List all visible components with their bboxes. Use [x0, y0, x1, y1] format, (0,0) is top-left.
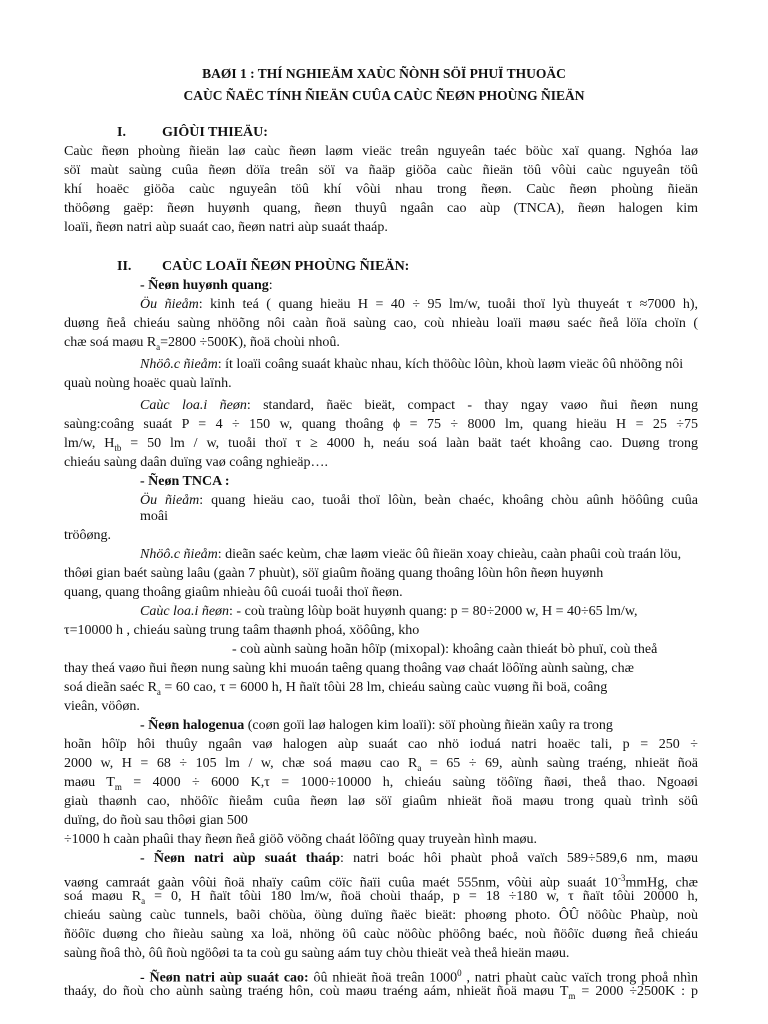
hq-advantages-line-3	[64, 334, 340, 356]
natri-high-heading: - Ñeøn natri aùp suaát cao:	[140, 970, 309, 986]
section-2-number: II.	[117, 259, 132, 274]
section-1-line-3: khí hoaëc giöõa caùc nguyeân töû khí vôùi nhau trong ñeøn. Caùc ñeøn phoùng ñieän	[64, 182, 698, 197]
hq-types-text-3b: = 50 lm / w, tuoåi thoï τ ≥ 4000 h, neáu soá laàn baät taét khoâng cao. Duøng trong	[121, 436, 698, 451]
tnca-subscript-a: a	[156, 686, 161, 697]
hq-disadvantages-label: Nhöô.c ñieåm	[140, 357, 218, 372]
hq-types-line-2: saùng:coâng suaát P = 4 ÷ 150 w, quang thoâng ϕ = 75 ÷ 8000 lm, quang hieäu H = 25 ÷75	[64, 417, 698, 432]
hq-heading-colon: :	[268, 278, 273, 293]
tnca-types-line-5	[64, 679, 607, 701]
halogen-line-2: hoãn hôïp hôi thuûy ngaân vaø halogen aùp suaát cao nhö ioduá natri hoaëc tali, p = 250 ÷	[64, 737, 698, 752]
tnca-disadvantages-line-3: quang, quang thoâng giaûm nhieàu ôû cuoái tuoåi thoï ñeøn.	[64, 585, 403, 600]
hq-advantages-text-3b: =2800 ÷500K), ñoä choùi nhoû.	[160, 335, 340, 350]
natri-low-line-5: ñöôïc duøng cho ñieàu saùng xa loä, nhöng öû caùc nöôùc phöông baéc, noù ñöôïc duøng ñeå chieáu	[64, 927, 698, 942]
natri-high-line-2	[64, 983, 698, 1005]
tnca-advantages-line-1	[140, 492, 698, 510]
section-1-heading: GIÔÙI THIEÄU:	[162, 125, 268, 140]
tnca-types-text-5b: = 60 cao, τ = 6000 h, H ñaït tôùi 28 lm, chieáu saùng caùc vuøng ñi boä, coâng	[160, 680, 608, 695]
tnca-types-text-5a: soá dieãn saéc R	[64, 680, 157, 695]
natri-low-heading: - Ñeøn natri aùp suaát thaáp	[140, 851, 341, 866]
section-1-number: I.	[117, 125, 126, 140]
tnca-advantages-label: Öu ñieåm	[140, 493, 200, 508]
halogen-text-4b: = 4000 ÷ 6000 K,τ = 1000÷10000 h, chieáu saùng töôïng ñaøi, theå thao. Ngoaøi	[121, 775, 698, 790]
tnca-types-line-6: vieân, vöôøn.	[64, 699, 140, 714]
natri-high-text-1a: ôû nhieät ñoä treân 1000	[308, 970, 458, 986]
hq-advantages-line-1	[140, 296, 698, 314]
section-2-heading: CAÙC LOAÏI ÑEØN PHOÙNG ÑIEÄN:	[162, 259, 410, 274]
tnca-advantages-line-2: moâi	[140, 509, 168, 524]
tnca-types-line-1	[140, 603, 638, 621]
halogen-line-6: duïng, do ñoù sau thôøi gian 500	[64, 813, 248, 828]
hq-types-line-1	[140, 397, 698, 415]
tnca-advantages-text: : quang hieäu cao, tuoåi thoï lôùn, beàn chaéc, khoâng chòu aûnh höôûng cuûa	[199, 493, 698, 508]
hq-disadvantages-text: : ít loaïi coâng suaát khaùc nhau, kích thöôùc lôùn, khoù laøm vieäc ôû nhöõng nôi	[217, 357, 684, 372]
natri-low-text-2b: mmHg, chæ	[625, 875, 698, 891]
hq-advantages-text: : kinh teá ( quang hieäu H = 40 ÷ 95 lm/w, tuoåi thoï lyù thuyeát τ ≈7000 h),	[198, 297, 698, 312]
natri-low-text-3b: = 0, H ñaït tôùi 180 lm/w, ñoä choùi thaáp, p = 18 ÷180 w, τ ñaït tôùi 20000 h,	[145, 889, 699, 904]
hq-subscript-a: a	[156, 341, 161, 352]
hq-types-text-3a: lm/w, H	[64, 436, 115, 451]
natri-low-line-4: chieáu saùng caùc tunnels, baõi chöùa, öùng duïng ñaëc bieät: phoøng photo. ÔÛ nöôùc Phaùp, noù	[64, 908, 698, 923]
hq-types-text: : standard, ñaëc bieät, compact - thay ngay vaøo ñui ñeøn nung	[246, 398, 698, 413]
tnca-advantages-line-3: tröôøng.	[64, 528, 112, 543]
natri-low-line-6: saùng ñoâ thò, ôû ñoù ngöôøi ta ta coù gu saùng aám tuy chòu thieät veà theå hieän maøu.	[64, 946, 570, 961]
natri-low-subscript-a: a	[141, 895, 146, 906]
hq-heading: - Ñeøn huyønh quang	[140, 278, 269, 293]
natri-high-subscript-m: m	[568, 990, 576, 1001]
tnca-types-text: : - coù traùng lôùp boät huyønh quang: p = 80÷2000 w, H = 40÷65 lm/w,	[229, 604, 638, 619]
tnca-types-line-2: τ=10000 h , chieáu saùng trung taâm thaønh phoá, xöôûng, kho	[64, 623, 420, 638]
section-1-line-4: thöôøng gaëp: ñeøn huyønh quang, ñeøn thuyû ngaân cao aùp (TNCA), ñeøn halogen kim	[64, 201, 698, 216]
halogen-subscript-a: a	[417, 762, 422, 773]
tnca-types-label: Caùc loa.i ñeøn	[140, 604, 230, 619]
section-1-line-2: söï maùt saùng cuûa ñeøn döïa treân söï va ñaäp giöõa caùc ñieän töû vôùi caùc nguyeân töû	[64, 163, 698, 178]
halogen-line-7: ÷1000 h caàn phaûi thay ñeøn ñeå giöõ vöõng chaát löôïng quay truyeàn hình maøu.	[64, 832, 538, 847]
tnca-heading: - Ñeøn TNCA :	[140, 474, 230, 489]
hq-heading-line	[140, 277, 273, 295]
page-title-line-1: BAØI 1 : THÍ NGHIEÄM XAÙC ÑÒNH SÖÏ PHUÏ THUOÄC	[202, 66, 566, 81]
hq-advantages-line-2: duøng ñeå chieáu saùng nhöõng nôi caàn ñoä saùng cao, coù nhieàu loaïi maøu saéc ñeå löïa choïn (	[64, 316, 698, 331]
tnca-disadvantages-label: Nhöô.c ñieåm	[140, 547, 218, 562]
halogen-text-3a: 2000 w, H = 68 ÷ 105 lm / w, chæ soá maøu cao R	[64, 756, 418, 771]
natri-low-line-1	[140, 850, 698, 868]
tnca-types-line-3: - coù aùnh saùng hoãn hôïp (mixopal): khoâng caàn thieát bò phuï, coù theå	[232, 642, 658, 657]
tnca-disadvantages-line-2: thôøi gian baét saùng laâu (gaàn 7 phuùt), söï giaûm ñoäng quang thoâng lôùn hôn ñeøn huyønh	[64, 566, 604, 581]
hq-types-line-4: chieáu saùng daân duïng vaø coâng nghieäp….	[64, 455, 328, 470]
page-title-line-2: CAÙC ÑAËC TÍNH ÑIEÄN CUÛA CAÙC ÑEØN PHOÙNG ÑIEÄN	[183, 88, 585, 103]
halogen-text-3b: = 65 ÷ 69, aùnh saùng traéng, nhieät ñoä	[421, 756, 699, 771]
hq-subscript-tb: tb	[114, 442, 122, 453]
hq-disadvantages-line-1	[140, 356, 683, 374]
natri-high-text-1b: , natri phaùt caùc vaïch trong phoå nhìn	[461, 970, 699, 986]
natri-high-superscript: 0	[457, 968, 462, 978]
hq-types-label: Caùc loa.i ñeøn	[140, 398, 247, 413]
natri-low-text-1: : natri boác hôi phaùt phoå vaïch 589÷589,6 nm, maøu	[340, 851, 698, 866]
halogen-heading: - Ñeøn halogenua	[140, 718, 245, 733]
natri-low-text-2a: vaøng camraát gaàn vôùi ñoä nhaïy caûm cöïc ñaïi cuûa maét 555nm, vôùi aùp suaát 10	[64, 875, 618, 891]
tnca-types-line-4: thay theá vaøo ñui ñeøn nung saùng khi muoán taêng quang thoâng vaø chaát löôïng aùnh saùng, chæ	[64, 661, 634, 676]
tnca-disadvantages-line-1	[140, 546, 681, 564]
section-1-line-5: loaïi, ñeøn natri aùp suaát cao, ñeøn natri aùp suaát thaáp.	[64, 220, 388, 235]
halogen-subscript-m: m	[114, 781, 122, 792]
natri-low-superscript: -3	[617, 873, 626, 883]
natri-high-text-2b: = 2000 ÷2500K : p	[575, 984, 698, 999]
natri-low-text-3a: soá maøu R	[64, 889, 142, 904]
halogen-text-4a: maøu T	[64, 775, 115, 790]
halogen-line-5: giaù thaønh cao, nhöôïc ñieåm cuûa ñeøn laø söï giaûm nhieät ñoä maøu trong quaù trình söû	[64, 794, 698, 809]
tnca-disadvantages-text: : dieãn saéc keùm, chæ laøm vieäc ôû ñieän xoay chieàu, caàn phaûi coù traán löu,	[217, 547, 682, 562]
section-1-line-1: Caùc ñeøn phoùng ñieän laø caùc ñeøn laøm vieäc treân nguyeân taéc böùc xaï quang. Nghóa laø	[64, 144, 698, 159]
natri-high-text-2a: thaáy, do ñoù cho aùnh saùng traéng hôn, coù maøu traéng aám, nhieät ñoä maøu T	[64, 984, 569, 999]
hq-advantages-label: Öu ñieåm	[140, 297, 199, 312]
halogen-line-1	[140, 717, 613, 735]
hq-disadvantages-line-2: quaù noùng hoaëc quaù laïnh.	[64, 376, 232, 391]
hq-advantages-text-3a: chæ soá maøu R	[64, 335, 157, 350]
halogen-text-1: (coøn goïi laø halogen kim loaïi): söï phoùng ñieän xaûy ra trong	[244, 718, 613, 733]
